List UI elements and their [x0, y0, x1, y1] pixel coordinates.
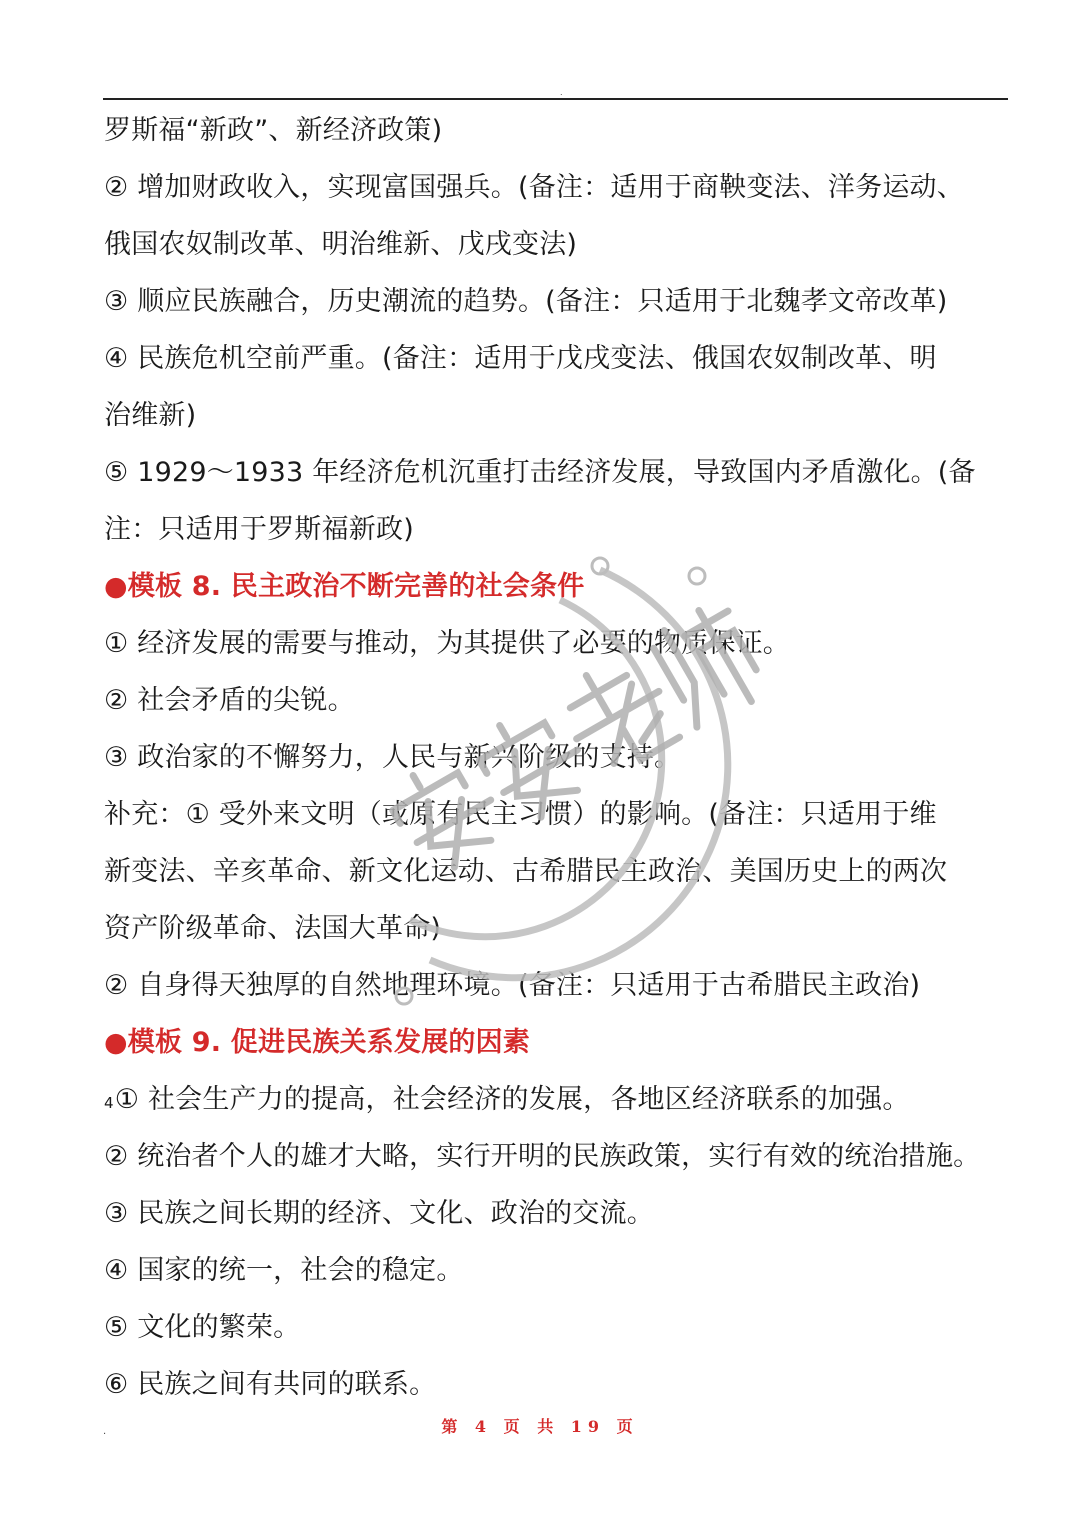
line-text: ② 增加财政收入，实现富国强兵。(备注：适用于商鞅变法、洋务运动、 — [104, 172, 964, 203]
text-line — [104, 102, 1016, 159]
text-line — [104, 1299, 1016, 1356]
text-line — [104, 444, 1016, 501]
line-text: 治维新) — [104, 400, 197, 431]
text-line — [104, 672, 1016, 729]
line-text: ⑥ 民族之间有共同的联系。 — [104, 1369, 437, 1400]
text-line — [104, 957, 1016, 1014]
line-text: 俄国农奴制改革、明治维新、戊戌变法) — [104, 229, 578, 260]
page-marker-number: 4 — [104, 1094, 114, 1112]
line-text: ●模板 8. 民主政治不断完善的社会条件 — [104, 571, 585, 602]
line-text: ③ 民族之间长期的经济、文化、政治的交流。 — [104, 1198, 654, 1229]
text-line — [104, 273, 1016, 330]
text-line — [104, 1185, 1016, 1242]
section-heading — [104, 1014, 1016, 1071]
footer-dot: . — [103, 1426, 107, 1437]
text-line — [104, 1071, 1016, 1128]
text-line — [104, 786, 1016, 843]
header-dot: . — [560, 88, 563, 97]
line-text: ① 经济发展的需要与推动，为其提供了必要的物质保证。 — [104, 628, 790, 659]
line-text: 新变法、辛亥革命、新文化运动、古希腊民主政治、美国历史上的两次 — [104, 856, 948, 887]
page-footer: 第 4 页 共 19 页 — [441, 1417, 639, 1436]
text-line — [104, 843, 1016, 900]
line-text: 补充：① 受外来文明（或原有民主习惯）的影响。(备注：只适用于维 — [104, 799, 937, 830]
text-line — [104, 729, 1016, 786]
line-text: ④ 民族危机空前严重。(备注：适用于戊戌变法、俄国农奴制改革、明 — [104, 343, 937, 374]
line-text: ●模板 9. 促进民族关系发展的因素 — [104, 1027, 531, 1058]
line-text: ⑤ 文化的繁荣。 — [104, 1312, 301, 1343]
text-line — [104, 1356, 1016, 1413]
text-line — [104, 387, 1016, 444]
line-text: ① 社会生产力的提高，社会经济的发展，各地区经济联系的加强。 — [114, 1084, 910, 1115]
line-text: ③ 政治家的不懈努力，人民与新兴阶级的支持。 — [104, 742, 682, 773]
text-line — [104, 501, 1016, 558]
line-text: ⑤ 1929～1933 年经济危机沉重打击经济发展，导致国内矛盾激化。(备 — [104, 457, 976, 488]
text-line — [104, 330, 1016, 387]
line-text: ② 自身得天独厚的自然地理环境。(备注：只适用于古希腊民主政治) — [104, 970, 921, 1001]
document-body — [104, 102, 1016, 1413]
text-line — [104, 1242, 1016, 1299]
section-heading — [104, 558, 1016, 615]
text-line — [104, 159, 1016, 216]
text-line — [104, 615, 1016, 672]
text-line — [104, 900, 1016, 957]
line-text: 罗斯福“新政”、新经济政策) — [104, 115, 443, 146]
line-text: 注：只适用于罗斯福新政) — [104, 514, 414, 545]
text-line — [104, 1128, 1016, 1185]
line-text: ③ 顺应民族融合，历史潮流的趋势。(备注：只适用于北魏孝文帝改革) — [104, 286, 948, 317]
line-text: ② 统治者个人的雄才大略，实行开明的民族政策，实行有效的统治措施。 — [104, 1141, 981, 1172]
line-text: 资产阶级革命、法国大革命) — [104, 913, 442, 944]
line-text: ② 社会矛盾的尖锐。 — [104, 685, 355, 716]
header-rule — [103, 98, 1008, 100]
line-text: ④ 国家的统一，社会的稳定。 — [104, 1255, 464, 1286]
text-line — [104, 216, 1016, 273]
